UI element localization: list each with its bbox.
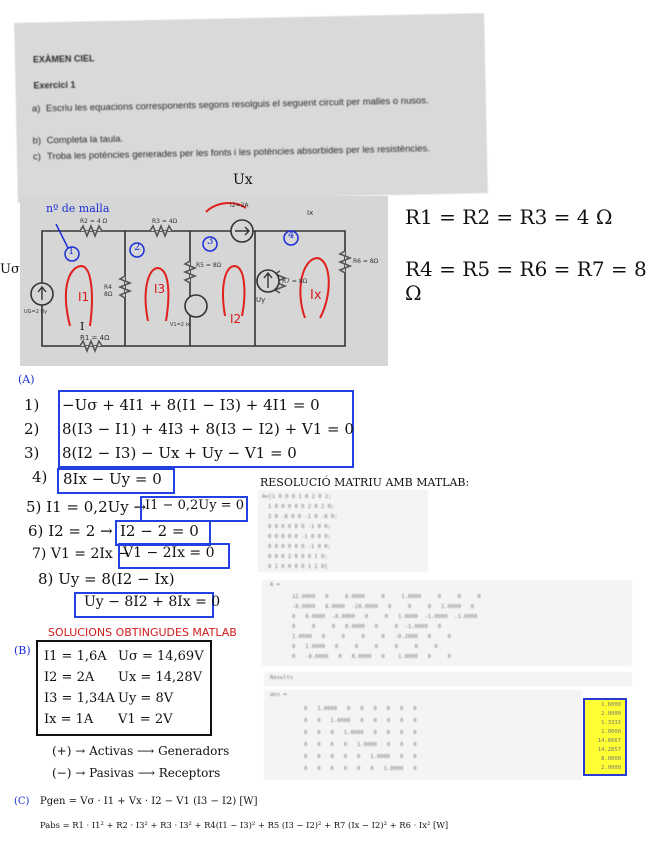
question-c: c) Troba les potències generades per les fonts i les potències absorbides per les resistències. bbox=[32, 143, 431, 163]
question-a: a) Escriu les equacions corresponents segons resolguis el seguent circuit per malles o nusos. bbox=[31, 95, 429, 115]
legend-active: (+) → Activas ⟶ Generadors bbox=[52, 744, 230, 758]
r2-label: R2 = 4 Ω bbox=[80, 218, 108, 225]
equation-1: 1) bbox=[24, 396, 40, 414]
equation-6: 6) I2 = 2 → bbox=[28, 522, 113, 540]
resistor-values-line1: R1 = R2 = R3 = 4 Ω bbox=[405, 205, 613, 229]
r1-label: R1 = 4Ω bbox=[80, 334, 110, 342]
ix-wire-label: Ix bbox=[307, 209, 314, 217]
source-voltage-label: Uσ bbox=[0, 262, 20, 277]
r7-label: R7 = 8Ω bbox=[282, 278, 308, 285]
equation-2: 2) bbox=[24, 420, 40, 438]
uy-label: Uy bbox=[256, 296, 266, 304]
solutions-heading: SOLUCIONS OBTINGUDES MATLAB bbox=[48, 626, 237, 639]
matlab-matrix-output: A = 12.0000 0 8.0000 0 1.0000 0 0 0 -8.0000 8.0000 -20.0000 0 0 0 1.0000 0 0 8.0000 -8.0000 0 0 1.0000 -1.0000 -1.0000 0 0 0 8.0000 0 0 -1.0000 0 1.0000 0 0 0 0 -0.2000 0 0 0 1.0000 0 0 0 0 0 0 0 -8.0000 0 8.0000 0 1.0000 0 0 bbox=[262, 580, 632, 666]
current-source-label: I2=2A bbox=[230, 202, 249, 209]
equation-7: 7) V1 = 2Ix → bbox=[32, 546, 129, 562]
solutions-voltages: Uσ = 14,69V Ux = 14,28V Uy = 8V V1 = 2V bbox=[118, 649, 204, 727]
mesh-current-i3: I3 bbox=[154, 282, 166, 296]
equation-4-text: 8Ix − Uy = 0 bbox=[63, 470, 162, 488]
equation-1-text: −Uσ + 4I1 + 8(I1 − I3) + 4I1 = 0 bbox=[62, 396, 320, 414]
r3-label: R3 = 4Ω bbox=[152, 218, 178, 225]
ux-label: Ux bbox=[233, 172, 253, 188]
ug-source-label: UG=2 Uy bbox=[24, 309, 48, 315]
matlab-solution-vector: 1.6000 2.0000 1.3333 1.0000 14.6667 14.2857 8.0000 2.0000 bbox=[583, 698, 627, 776]
solutions-currents: I1 = 1,6A I2 = 2A I3 = 1,34A Ix = 1A bbox=[44, 649, 115, 727]
r4-label: R4 8Ω bbox=[104, 284, 113, 298]
matlab-solution-output: ans = 0 1.0000 0 0 0 0 0 0 0 0 1.0000 0 0 0 0 0 0 0 0 1.0000 0 0 0 0 0 0 0 0 1.0000 0 0 0 0 0 0 0 0 1.0000 0 0 0 0 0 0 0 0 1.0000 0 bbox=[264, 690, 582, 780]
mesh-number-note: nº de malla bbox=[46, 202, 110, 215]
mesh-4-label: 4 bbox=[288, 230, 295, 241]
equation-4: 4) bbox=[32, 468, 48, 486]
resistor-values-line2: R4 = R5 = R6 = R7 = 8 Ω bbox=[405, 257, 647, 305]
equation-8-boxed: Uy − 8I2 + 8Ix = 0 bbox=[84, 594, 221, 610]
exercise-title: Exercici 1 bbox=[33, 79, 76, 91]
section-b-label: (B) bbox=[14, 644, 31, 657]
mesh-current-i1: I1 bbox=[78, 290, 90, 304]
bottom-current-label: I bbox=[80, 320, 85, 333]
mesh-2-label: 2 bbox=[134, 242, 141, 253]
mesh-1-label: 1 bbox=[68, 246, 75, 257]
equation-3: 3) bbox=[24, 444, 40, 462]
r6-label: R6 = 8Ω bbox=[353, 258, 379, 265]
section-c-label: (C) bbox=[14, 796, 30, 807]
equation-8: 8) Uy = 8(I2 − Ix) bbox=[38, 570, 175, 588]
equation-3-text: 8(I2 − I3) − Ux + Uy − V1 = 0 bbox=[62, 444, 297, 462]
question-b: b) Completa la taula. bbox=[32, 133, 124, 147]
v1-source-label: V1=2 Ix bbox=[170, 322, 190, 328]
matlab-matrix-input: A=[1 0 0 0 1 0 2 0 2; 1 0 0 0 0 0 2 0 2 0; 2 0 -8 0 0 -1 0 -8 0; 0 0 0 0 8 0 -1 0 0; 0 0 0 0 0 -1 0 0 0; 0 0 0 0 0 0 -1 0 0; 0 0 0 2 0 0 0 1 0; 0 1 0 0 0 0 1 2 0] bbox=[258, 490, 428, 572]
circuit-drawing bbox=[20, 196, 388, 366]
mesh-current-ix: Ix bbox=[310, 288, 322, 303]
equation-5-boxed: I1 − 0,2Uy = 0 bbox=[145, 498, 244, 513]
mesh-3-label: 3 bbox=[207, 236, 214, 247]
equation-2-text: 8(I3 − I1) + 4I3 + 8(I3 − I2) + V1 = 0 bbox=[62, 420, 354, 438]
circuit-diagram bbox=[20, 196, 388, 366]
section-a-label: (A) bbox=[18, 373, 35, 386]
legend-passive: (−) → Pasivas ⟶ Receptors bbox=[52, 766, 221, 780]
equation-7-boxed: V1 − 2Ix = 0 bbox=[123, 545, 215, 561]
r5-label: R5 = 8Ω bbox=[196, 262, 222, 269]
generated-power-formula: Pgen = Vσ · I1 + Vx · I2 − V1 (I3 − I2) [W] bbox=[40, 796, 258, 807]
equation-5: 5) I1 = 0,2Uy → bbox=[26, 498, 147, 516]
matlab-bar: Results bbox=[264, 672, 632, 686]
absorbed-power-formula: Pabs = R1 · I1² + R2 · I3² + R3 · I3² + R4(I1 − I3)² + R5 (I3 − I2)² + R7 (Ix − I2)² + R6 · Ix² [W] bbox=[40, 820, 449, 830]
exam-title: EXÀMEN CIEL bbox=[32, 53, 95, 65]
mesh-current-i2: I2 bbox=[230, 312, 242, 326]
equation-6-boxed: I2 − 2 = 0 bbox=[120, 522, 199, 540]
matlab-heading: RESOLUCIÓ MATRIU AMB MATLAB: bbox=[260, 476, 470, 489]
